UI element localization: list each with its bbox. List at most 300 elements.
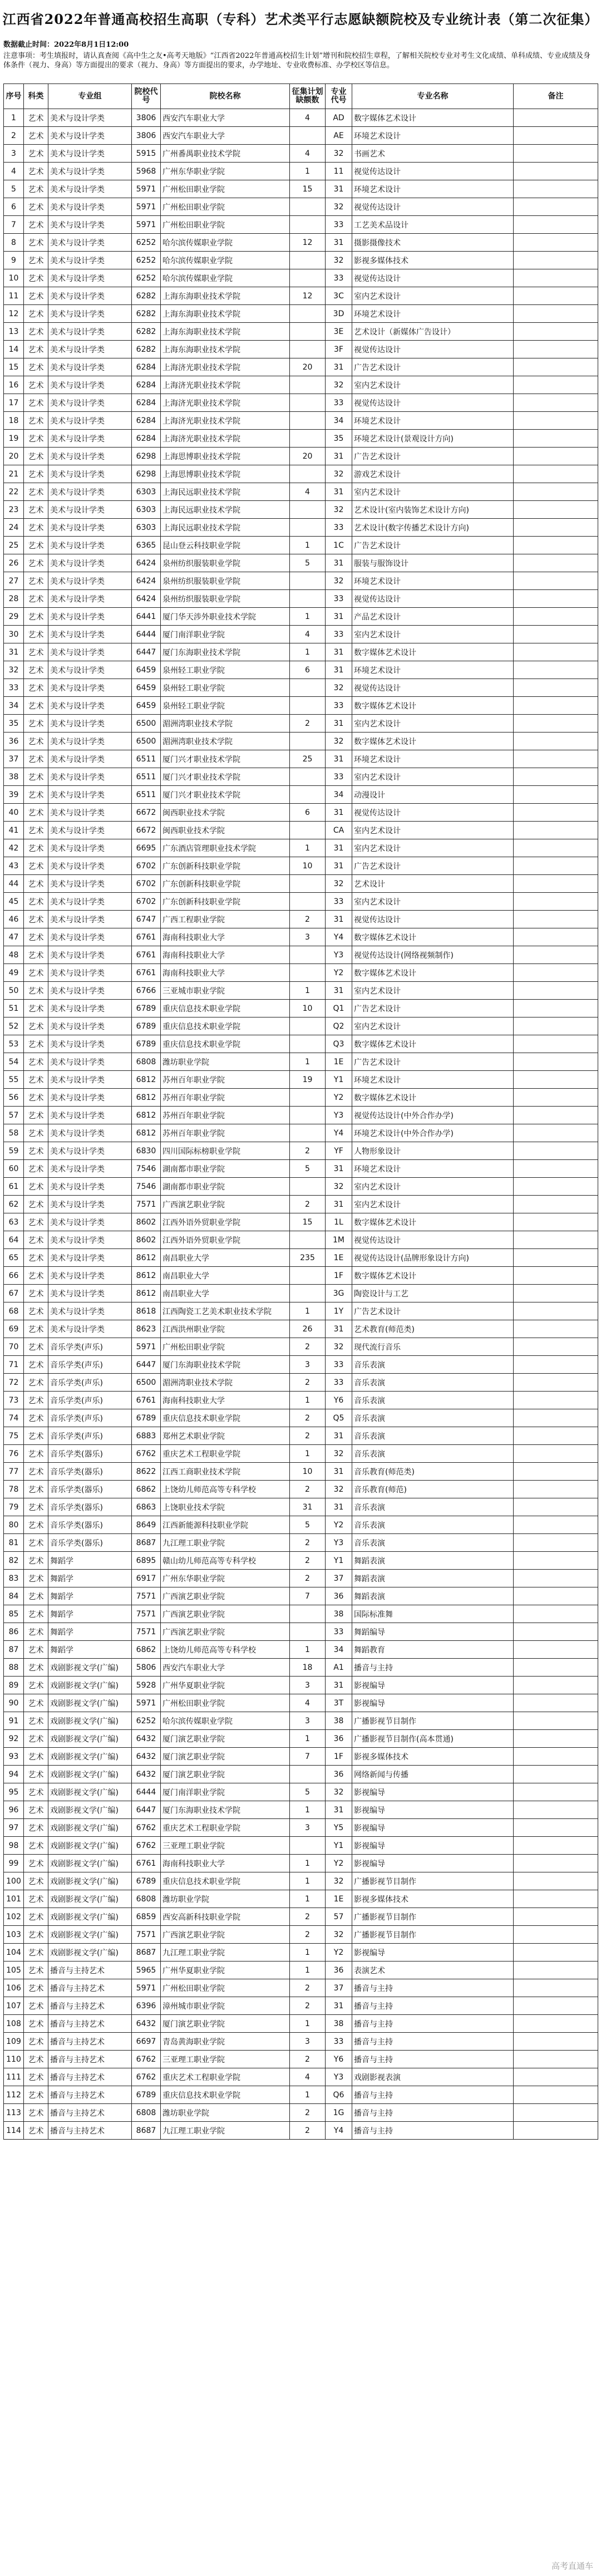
cell-major-name: 舞蹈表演 [352,1587,514,1605]
cell-remark [514,1962,598,1979]
cell-major-code: Y2 [326,1516,352,1534]
cell-vacancy: 1 [290,1730,326,1748]
cell-major-code: Y5 [326,1819,352,1837]
cell-school-name: 赣山幼儿师范高等专科学校 [161,1552,290,1570]
cell-school-code: 6252 [132,269,161,287]
cell-remark [514,1694,598,1712]
cell-school-name: 泉州轻工职业学院 [161,661,290,679]
cell-major-group: 音乐学类(声乐) [48,1427,132,1445]
cell-vacancy [290,430,326,448]
table-row [4,109,598,127]
cell-major-name: 数字媒体艺术设计 [352,1089,514,1107]
cell-school-name: 重庆艺术工程职业学院 [161,1445,290,1463]
cell-major-code: 33 [326,1374,352,1392]
cell-school-name: 三亚城市职业学院 [161,982,290,1000]
cell-major-name: 广播影视节目制作 [352,1712,514,1730]
cell-school-name: 广东酒店管理职业技术学院 [161,839,290,857]
cell-school-name: 上饶职业技术学院 [161,1498,290,1516]
cell-major-code: 36 [326,1766,352,1783]
cell-major-code: 32 [326,733,352,750]
cell-vacancy: 3 [290,2033,326,2051]
cell-major-group: 音乐学类(器乐) [48,1516,132,1534]
cell-seq: 73 [4,1392,24,1409]
cell-vacancy: 20 [290,448,326,465]
cell-vacancy: 5 [290,1783,326,1801]
cell-category: 艺术 [24,1089,48,1107]
cell-vacancy: 1 [290,1855,326,1872]
cell-remark [514,109,598,127]
cell-category: 艺术 [24,2122,48,2140]
column-header-vacancy: 征集计划缺额数 [290,84,326,109]
cell-major-group: 音乐学类(器乐) [48,1481,132,1498]
cell-vacancy [290,412,326,430]
cell-seq: 75 [4,1427,24,1445]
cell-major-group: 美术与设计学类 [48,358,132,376]
cell-vacancy: 1 [290,1801,326,1819]
cell-vacancy: 1 [290,1392,326,1409]
cell-remark [514,1427,598,1445]
cell-major-name: 艺术教育(师范类) [352,1320,514,1338]
cell-vacancy: 6 [290,661,326,679]
cell-major-name: 影视编导 [352,1801,514,1819]
cell-vacancy: 12 [290,234,326,252]
table-row [4,1267,598,1285]
cell-vacancy [290,893,326,911]
cell-seq: 25 [4,537,24,554]
cell-major-code: 32 [326,572,352,590]
cell-major-name: 播音与主持 [352,2122,514,2140]
cell-seq: 109 [4,2033,24,2051]
cell-school-code: 6441 [132,608,161,626]
table-row [4,1302,598,1320]
cell-school-code: 6500 [132,733,161,750]
table-row [4,1516,598,1534]
cell-category: 艺术 [24,323,48,341]
cell-major-code: 1C [326,537,352,554]
cell-major-group: 美术与设计学类 [48,145,132,163]
cell-category: 艺术 [24,1463,48,1481]
cell-category: 艺术 [24,1392,48,1409]
table-row [4,1926,598,1944]
cell-major-code: 32 [326,465,352,483]
cell-seq: 33 [4,679,24,697]
cell-major-code: 31 [326,1427,352,1445]
cell-school-code: 6447 [132,1356,161,1374]
cell-major-name: 环境艺术设计 [352,127,514,145]
cell-school-name: 广西演艺职业学院 [161,1587,290,1605]
cell-vacancy: 5 [290,554,326,572]
cell-school-code: 6697 [132,2033,161,2051]
column-header-seq: 序号 [4,84,24,109]
cell-major-code: 33 [326,519,352,537]
cell-seq: 98 [4,1837,24,1855]
cell-school-name: 广州松田职业学院 [161,198,290,216]
column-header-major-group: 专业组 [48,84,132,109]
cell-major-code: 31 [326,448,352,465]
cell-major-code: 3T [326,1694,352,1712]
cell-vacancy: 2 [290,2051,326,2068]
cell-seq: 59 [4,1142,24,1160]
cell-major-group: 戏剧影视文学(广编) [48,1748,132,1766]
cell-major-name: 室内艺术设计 [352,1178,514,1196]
cell-school-code: 6761 [132,964,161,982]
table-row [4,163,598,180]
cell-major-group: 美术与设计学类 [48,1302,132,1320]
cell-major-group: 美术与设计学类 [48,1196,132,1213]
cell-major-name: 广告艺术设计 [352,1053,514,1071]
cell-vacancy: 2 [290,1908,326,1926]
cell-school-code: 6862 [132,1481,161,1498]
cell-remark [514,1766,598,1783]
cell-remark [514,572,598,590]
cell-category: 艺术 [24,1944,48,1962]
cell-school-name: 郑州艺术职业学院 [161,1427,290,1445]
cell-major-group: 美术与设计学类 [48,572,132,590]
cell-seq: 88 [4,1659,24,1677]
cell-remark [514,1213,598,1231]
table-row [4,430,598,448]
cell-category: 艺术 [24,1160,48,1178]
cell-vacancy: 5 [290,1160,326,1178]
cell-category: 艺术 [24,1302,48,1320]
cell-seq: 37 [4,750,24,768]
cell-major-group: 美术与设计学类 [48,127,132,145]
cell-seq: 48 [4,946,24,964]
cell-major-name: 环境艺术设计 [352,412,514,430]
cell-school-code: 6282 [132,341,161,358]
cell-category: 艺术 [24,448,48,465]
table-row [4,252,598,269]
table-row [4,1196,598,1213]
cell-category: 艺术 [24,733,48,750]
cell-category: 艺术 [24,2051,48,2068]
cell-remark [514,1053,598,1071]
cell-major-group: 美术与设计学类 [48,964,132,982]
cell-school-name: 广州华夏职业学院 [161,1677,290,1694]
cell-school-name: 重庆信息技术职业学院 [161,1000,290,1017]
cell-school-code: 6761 [132,1855,161,1872]
cell-major-code: 32 [326,1872,352,1890]
cell-major-code: Q6 [326,2086,352,2104]
cell-category: 艺术 [24,269,48,287]
cell-category: 艺术 [24,1338,48,1356]
cell-major-name: 动漫设计 [352,786,514,804]
cell-remark [514,822,598,839]
cell-school-name: 泉州纺织服装职业学院 [161,554,290,572]
cell-remark [514,1908,598,1926]
cell-major-name: 视觉传达设计(网络视频制作) [352,946,514,964]
cell-category: 艺术 [24,287,48,305]
cell-category: 艺术 [24,412,48,430]
cell-category: 艺术 [24,1267,48,1285]
cell-major-name: 国际标准舞 [352,1605,514,1623]
cell-school-name: 广东创新科技职业学院 [161,893,290,911]
cell-seq: 103 [4,1926,24,1944]
cell-seq: 58 [4,1124,24,1142]
cell-major-name: 环境艺术设计 [352,1071,514,1089]
table-row [4,1890,598,1908]
cell-seq: 66 [4,1267,24,1285]
cell-vacancy: 1 [290,1962,326,1979]
cell-major-group: 戏剧影视文学(广编) [48,1712,132,1730]
cell-vacancy: 1 [290,2015,326,2033]
cell-major-group: 美术与设计学类 [48,1142,132,1160]
cell-seq: 93 [4,1748,24,1766]
cell-remark [514,2033,598,2051]
column-header-major-code: 专业代号 [326,84,352,109]
table-row [4,733,598,750]
cell-category: 艺术 [24,1445,48,1463]
cell-school-name: 上海东海职业技术学院 [161,287,290,305]
cell-school-name: 闽西职业技术学院 [161,822,290,839]
cell-remark [514,2122,598,2140]
cell-seq: 24 [4,519,24,537]
cell-vacancy: 2 [290,1997,326,2015]
cell-major-code: Y6 [326,1392,352,1409]
cell-school-code: 5971 [132,216,161,234]
cell-category: 艺术 [24,1659,48,1677]
cell-major-code: 3F [326,341,352,358]
cell-major-name: 环境艺术设计 [352,1160,514,1178]
cell-vacancy [290,1231,326,1249]
table-row [4,590,598,608]
cell-school-name: 厦门南洋职业学院 [161,626,290,643]
cell-remark [514,127,598,145]
cell-major-code: AD [326,109,352,127]
cell-school-code: 6284 [132,376,161,394]
cell-major-group: 音乐学类(声乐) [48,1338,132,1356]
cell-category: 艺术 [24,519,48,537]
cell-seq: 94 [4,1766,24,1783]
cell-category: 艺术 [24,305,48,323]
cell-remark [514,1783,598,1801]
cell-remark [514,1819,598,1837]
cell-major-name: 室内艺术设计 [352,1196,514,1213]
table-row [4,911,598,928]
table-row [4,768,598,786]
cell-category: 艺术 [24,1409,48,1427]
column-header-school-name: 院校名称 [161,84,290,109]
cell-major-code: 32 [326,1783,352,1801]
cell-school-code: 6695 [132,839,161,857]
cell-vacancy: 2 [290,1338,326,1356]
cell-major-group: 美术与设计学类 [48,1000,132,1017]
cell-major-code: 34 [326,786,352,804]
cell-vacancy: 5 [290,1516,326,1534]
cell-category: 艺术 [24,1017,48,1035]
cell-major-name: 音乐教育(师范) [352,1481,514,1498]
cell-major-name: 音乐表演 [352,1427,514,1445]
cell-remark [514,269,598,287]
cell-major-name: 影视多媒体技术 [352,1890,514,1908]
cell-vacancy [290,786,326,804]
cell-school-code: 6432 [132,2015,161,2033]
cell-school-name: 海南科技职业大学 [161,964,290,982]
cell-seq: 80 [4,1516,24,1534]
cell-school-code: 6830 [132,1142,161,1160]
cell-major-name: 戏剧影视表演 [352,2068,514,2086]
cell-seq: 72 [4,1374,24,1392]
cell-seq: 1 [4,109,24,127]
table-row [4,875,598,893]
cell-category: 艺术 [24,643,48,661]
cell-vacancy [290,875,326,893]
cell-seq: 78 [4,1481,24,1498]
table-row [4,2104,598,2122]
cell-school-code: 5971 [132,1338,161,1356]
cell-seq: 26 [4,554,24,572]
cell-school-code: 6808 [132,2104,161,2122]
cell-remark [514,857,598,875]
cell-school-name: 上海思博职业技术学院 [161,465,290,483]
cell-major-name: 影视多媒体技术 [352,1748,514,1766]
cell-vacancy: 4 [290,626,326,643]
cell-major-group: 戏剧影视文学(广编) [48,1890,132,1908]
cell-major-code: 32 [326,501,352,519]
cell-remark [514,1178,598,1196]
cell-seq: 3 [4,145,24,163]
cell-school-code: 5971 [132,1979,161,1997]
cell-category: 艺术 [24,1908,48,1926]
cell-remark [514,1409,598,1427]
cell-major-group: 戏剧影视文学(广编) [48,1872,132,1890]
cell-school-name: 上海民远职业技术学院 [161,519,290,537]
cell-category: 艺术 [24,358,48,376]
cell-major-code: 31 [326,1196,352,1213]
cell-school-name: 潍坊职业学院 [161,1890,290,1908]
cell-school-name: 漳州城市职业学院 [161,1997,290,2015]
cell-major-name: 广播影视节目制作 [352,1872,514,1890]
cell-category: 艺术 [24,109,48,127]
meta-block [0,39,601,82]
cell-school-name: 苏州百年职业学院 [161,1089,290,1107]
cell-major-name: 环境艺术设计 [352,305,514,323]
cell-school-code: 6789 [132,1409,161,1427]
cell-category: 艺术 [24,1872,48,1890]
cell-category: 艺术 [24,750,48,768]
table-row [4,1801,598,1819]
cell-school-code: 6812 [132,1071,161,1089]
cell-category: 艺术 [24,1516,48,1534]
cell-seq: 47 [4,928,24,946]
cell-major-code: 32 [326,1926,352,1944]
cell-major-group: 美术与设计学类 [48,1249,132,1267]
cell-vacancy: 4 [290,109,326,127]
cell-school-code: 6424 [132,572,161,590]
cell-major-group: 美术与设计学类 [48,1231,132,1249]
cell-school-name: 泉州纺织服装职业学院 [161,590,290,608]
cell-major-code: 33 [326,590,352,608]
cell-school-code: 6862 [132,1641,161,1659]
cell-major-group: 舞蹈学 [48,1570,132,1587]
cell-major-group: 美术与设计学类 [48,501,132,519]
cell-school-code: 6511 [132,768,161,786]
cell-vacancy: 1 [290,537,326,554]
cell-category: 艺术 [24,1000,48,1017]
cell-vacancy [290,679,326,697]
cell-major-code: 32 [326,1178,352,1196]
cell-major-name: 视觉传达设计 [352,911,514,928]
cell-remark [514,1872,598,1890]
cell-vacancy: 2 [290,1534,326,1552]
cell-school-code: 6303 [132,483,161,501]
cell-vacancy: 2 [290,1552,326,1570]
cell-school-name: 湖南都市职业学院 [161,1178,290,1196]
cell-category: 艺术 [24,1997,48,2015]
cell-school-name: 青岛黄海职业学院 [161,2033,290,2051]
table-row [4,2086,598,2104]
cell-major-name: 音乐表演 [352,1356,514,1374]
cell-remark [514,1089,598,1107]
cell-remark [514,750,598,768]
cell-school-name: 广西演艺职业学院 [161,1623,290,1641]
cell-major-name: 舞蹈表演 [352,1552,514,1570]
table-row [4,483,598,501]
table-row [4,928,598,946]
cell-major-name: 产品艺术设计 [352,608,514,626]
cell-school-name: 西安高新科技职业学院 [161,1908,290,1926]
cell-category: 艺术 [24,1481,48,1498]
cell-category: 艺术 [24,857,48,875]
cell-seq: 84 [4,1587,24,1605]
cell-major-group: 美术与设计学类 [48,554,132,572]
cell-category: 艺术 [24,1124,48,1142]
cell-major-name: 广告艺术设计 [352,358,514,376]
cell-seq: 100 [4,1872,24,1890]
cell-major-code: 38 [326,2015,352,2033]
table-row [4,1000,598,1017]
cell-seq: 68 [4,1302,24,1320]
cell-vacancy: 1 [290,2086,326,2104]
cell-seq: 67 [4,1285,24,1302]
cell-major-name: 视觉传达设计 [352,679,514,697]
table-row [4,1320,598,1338]
cell-school-code: 8612 [132,1249,161,1267]
cell-vacancy: 19 [290,1071,326,1089]
table-row [4,323,598,341]
cell-school-code: 6747 [132,911,161,928]
cell-major-group: 美术与设计学类 [48,180,132,198]
cell-school-name: 湄洲湾职业技术学院 [161,715,290,733]
cell-school-name: 广州松田职业学院 [161,1338,290,1356]
cell-school-name: 广西工程职业学院 [161,911,290,928]
table-row [4,1231,598,1249]
cell-major-group: 舞蹈学 [48,1641,132,1659]
cell-major-name: 舞蹈表演 [352,1570,514,1587]
cell-vacancy: 20 [290,358,326,376]
cell-vacancy [290,1605,326,1623]
cell-seq: 50 [4,982,24,1000]
cell-category: 艺术 [24,2033,48,2051]
cell-category: 艺术 [24,252,48,269]
cell-school-name: 厦门华天涉外职业技术学院 [161,608,290,626]
cell-major-name: 游戏艺术设计 [352,465,514,483]
cell-major-name: 数字媒体艺术设计 [352,964,514,982]
cell-school-code: 6702 [132,857,161,875]
cell-vacancy: 2 [290,1409,326,1427]
cell-remark [514,697,598,715]
cell-seq: 70 [4,1338,24,1356]
cell-school-name: 九江理工职业学院 [161,1534,290,1552]
cell-vacancy: 1 [290,1641,326,1659]
cell-category: 艺术 [24,376,48,394]
cell-school-name: 重庆信息技术职业学院 [161,1017,290,1035]
cell-remark [514,1997,598,2015]
cell-major-code: 31 [326,1997,352,2015]
cell-major-group: 音乐学类(声乐) [48,1392,132,1409]
cell-school-code: 6762 [132,1445,161,1463]
cell-category: 艺术 [24,1677,48,1694]
